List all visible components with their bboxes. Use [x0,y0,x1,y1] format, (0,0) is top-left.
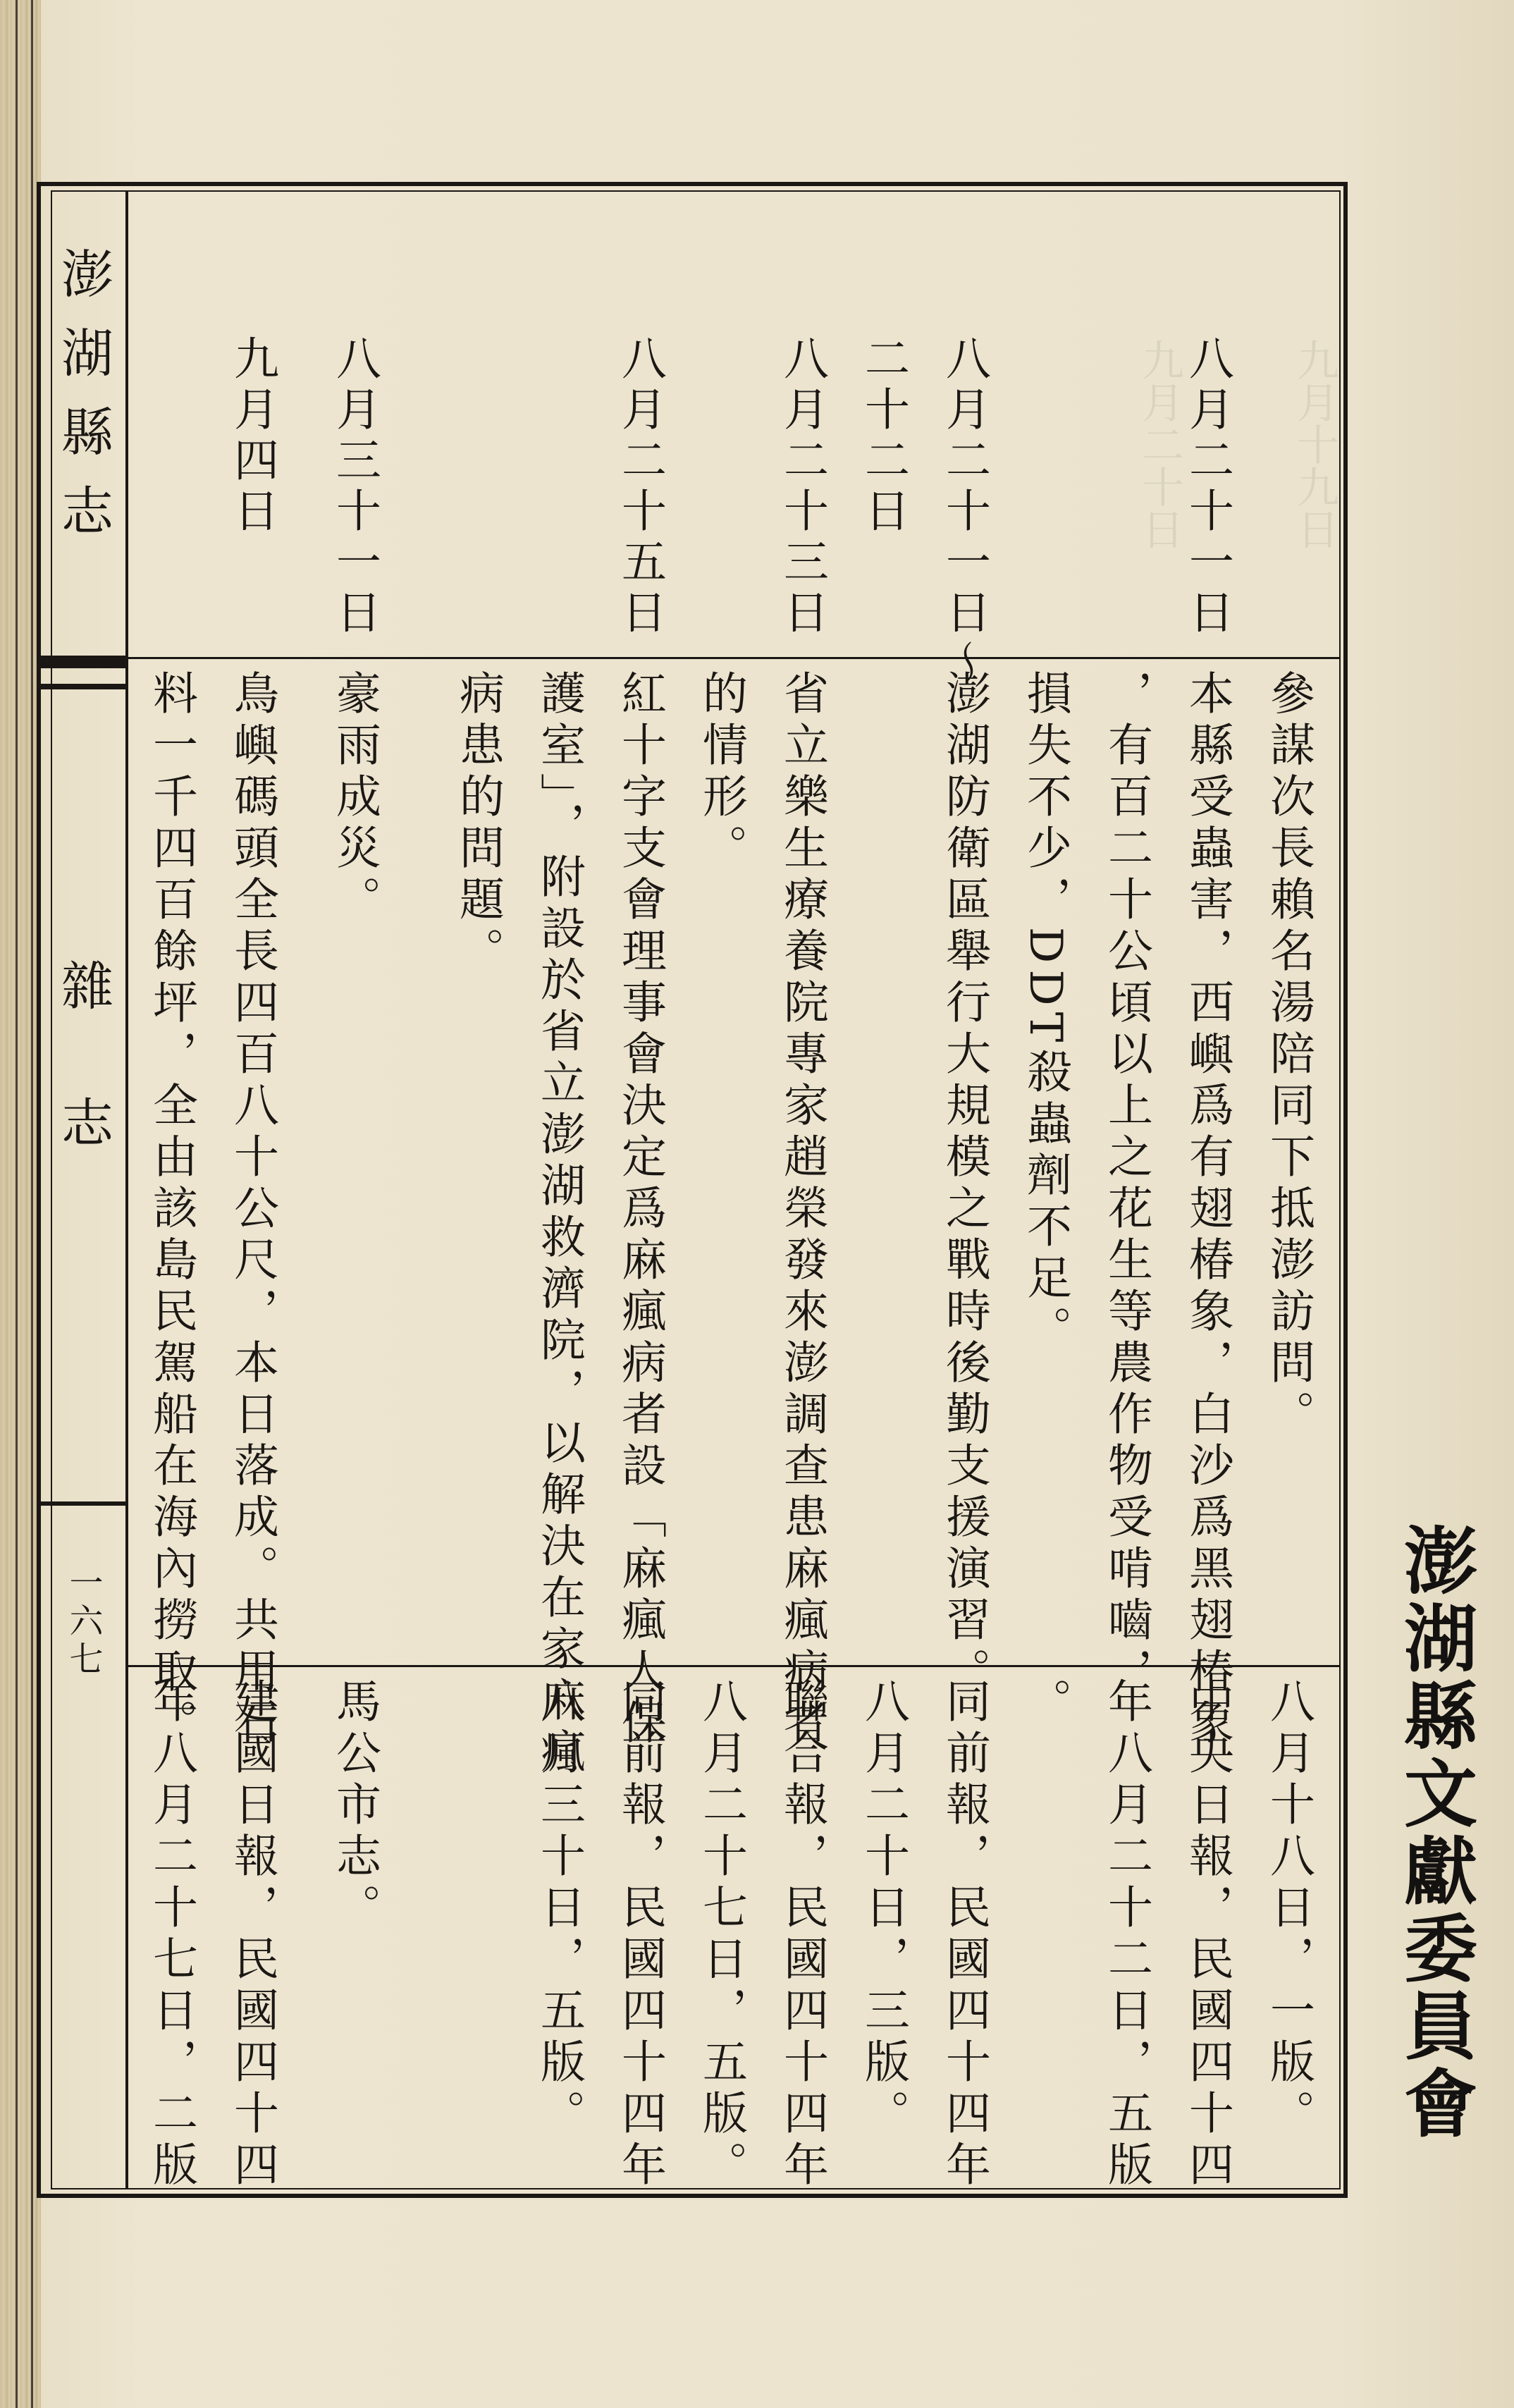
entry-source: 年八月二十七日，二版 [145,1678,197,2192]
entry-source: 八月十八日，一版。 [1262,1678,1315,2141]
entry-event: 紅十字支會理事會決定爲麻瘋病者設「麻瘋人保 [614,670,666,1750]
entry-event: 的情形。 [695,670,747,876]
entry-event: 省立樂生療養院專家趙榮發來澎調查患麻瘋病者 [776,670,828,1750]
chapter-title: 雜志 [53,959,113,1232]
entry-source: 年八月二十二日，五版 [1100,1678,1152,2192]
entry-event: 損失不少，DDT殺蟲劑不足。 [1019,670,1071,1358]
publisher-running-head: 澎湖縣文獻委員會 [1391,1523,1478,2143]
entry-source: 八月三十日，五版。 [533,1678,585,2141]
text-column [689,190,753,2192]
entry-date: 八月二十三日 [776,335,828,639]
entry-date: 八月二十一日～ [938,335,990,690]
text-column [851,190,916,2189]
entry-source: 八月二十日，三版。 [857,1678,909,2141]
entry-event: ，有百二十公頃以上之花生等農作物受啃嚙， [1100,670,1152,1699]
entry-date: 八月二十一日 [1181,335,1233,639]
entry-date: 八月三十一日 [328,335,381,639]
entry-event: 病患的問題。 [452,670,504,978]
binding-line [16,0,18,2408]
entry-event: 料一千四百餘坪，全由該島民駕船在海內撈取。 [145,670,197,1750]
show-through-text: 九月十九日 [1290,338,1339,550]
entry-date: 八月二十五日 [614,335,666,639]
text-column [527,190,591,2189]
entry-event: 豪雨成災。 [328,670,381,927]
book-title: 澎湖縣志 [53,247,113,563]
entry-event: 本縣受蟲害，西嶼爲有翅椿象，白沙爲黑翅椿象 [1181,670,1233,1750]
text-column [1013,190,1078,2189]
text-column [932,190,997,2192]
entry-date: 九月四日 [226,335,278,538]
text-column [1094,190,1159,2192]
entry-source: 同前報，民國四十四年 [938,1678,990,2192]
entry-source: 建國日報，民國四十四 [226,1678,278,2192]
entry-event: 澎湖防衛區舉行大規模之戰時後勤支援演習。 [938,670,990,1699]
text-column [608,190,672,2192]
entry-source: 聯合報，民國四十四年 [776,1678,828,2192]
page-margin-column [41,190,125,2189]
chronicle-table [128,190,1341,2192]
text-column [770,190,835,2192]
text-column [139,190,204,2192]
text-column [322,190,387,2189]
text-column [445,190,510,2189]
entry-event: 參謀次長賴名湯陪同下抵澎訪問。 [1262,670,1315,1442]
entry-source: 中央日報，民國四十四 [1181,1678,1233,2192]
margin-rule [41,684,125,689]
text-column [1175,190,1240,2192]
page-number: 一六七 [63,1565,103,1679]
entry-source: 馬公市志。 [328,1678,381,1935]
entry-event: 鳥嶼碼頭全長四百八十公尺，本日落成。共用石 [226,670,278,1750]
entry-source: 。 [1019,1678,1071,1729]
entry-date: 二十二日 [857,335,909,538]
margin-rule [41,1501,125,1506]
text-column [1256,190,1321,2189]
binding-line [31,0,33,2408]
entry-source: 八月二十七日，五版。 [695,1678,747,2192]
show-through-text: 九月二十日 [1135,338,1184,550]
text-column [220,190,285,2192]
entry-source: 同前報，民國四十四年 [614,1678,666,2192]
entry-event: 護室」，附設於省立澎湖救濟院，以解決在家麻瘋 [533,670,585,1779]
book-binding-edge [0,0,41,2408]
margin-rule [41,656,125,668]
